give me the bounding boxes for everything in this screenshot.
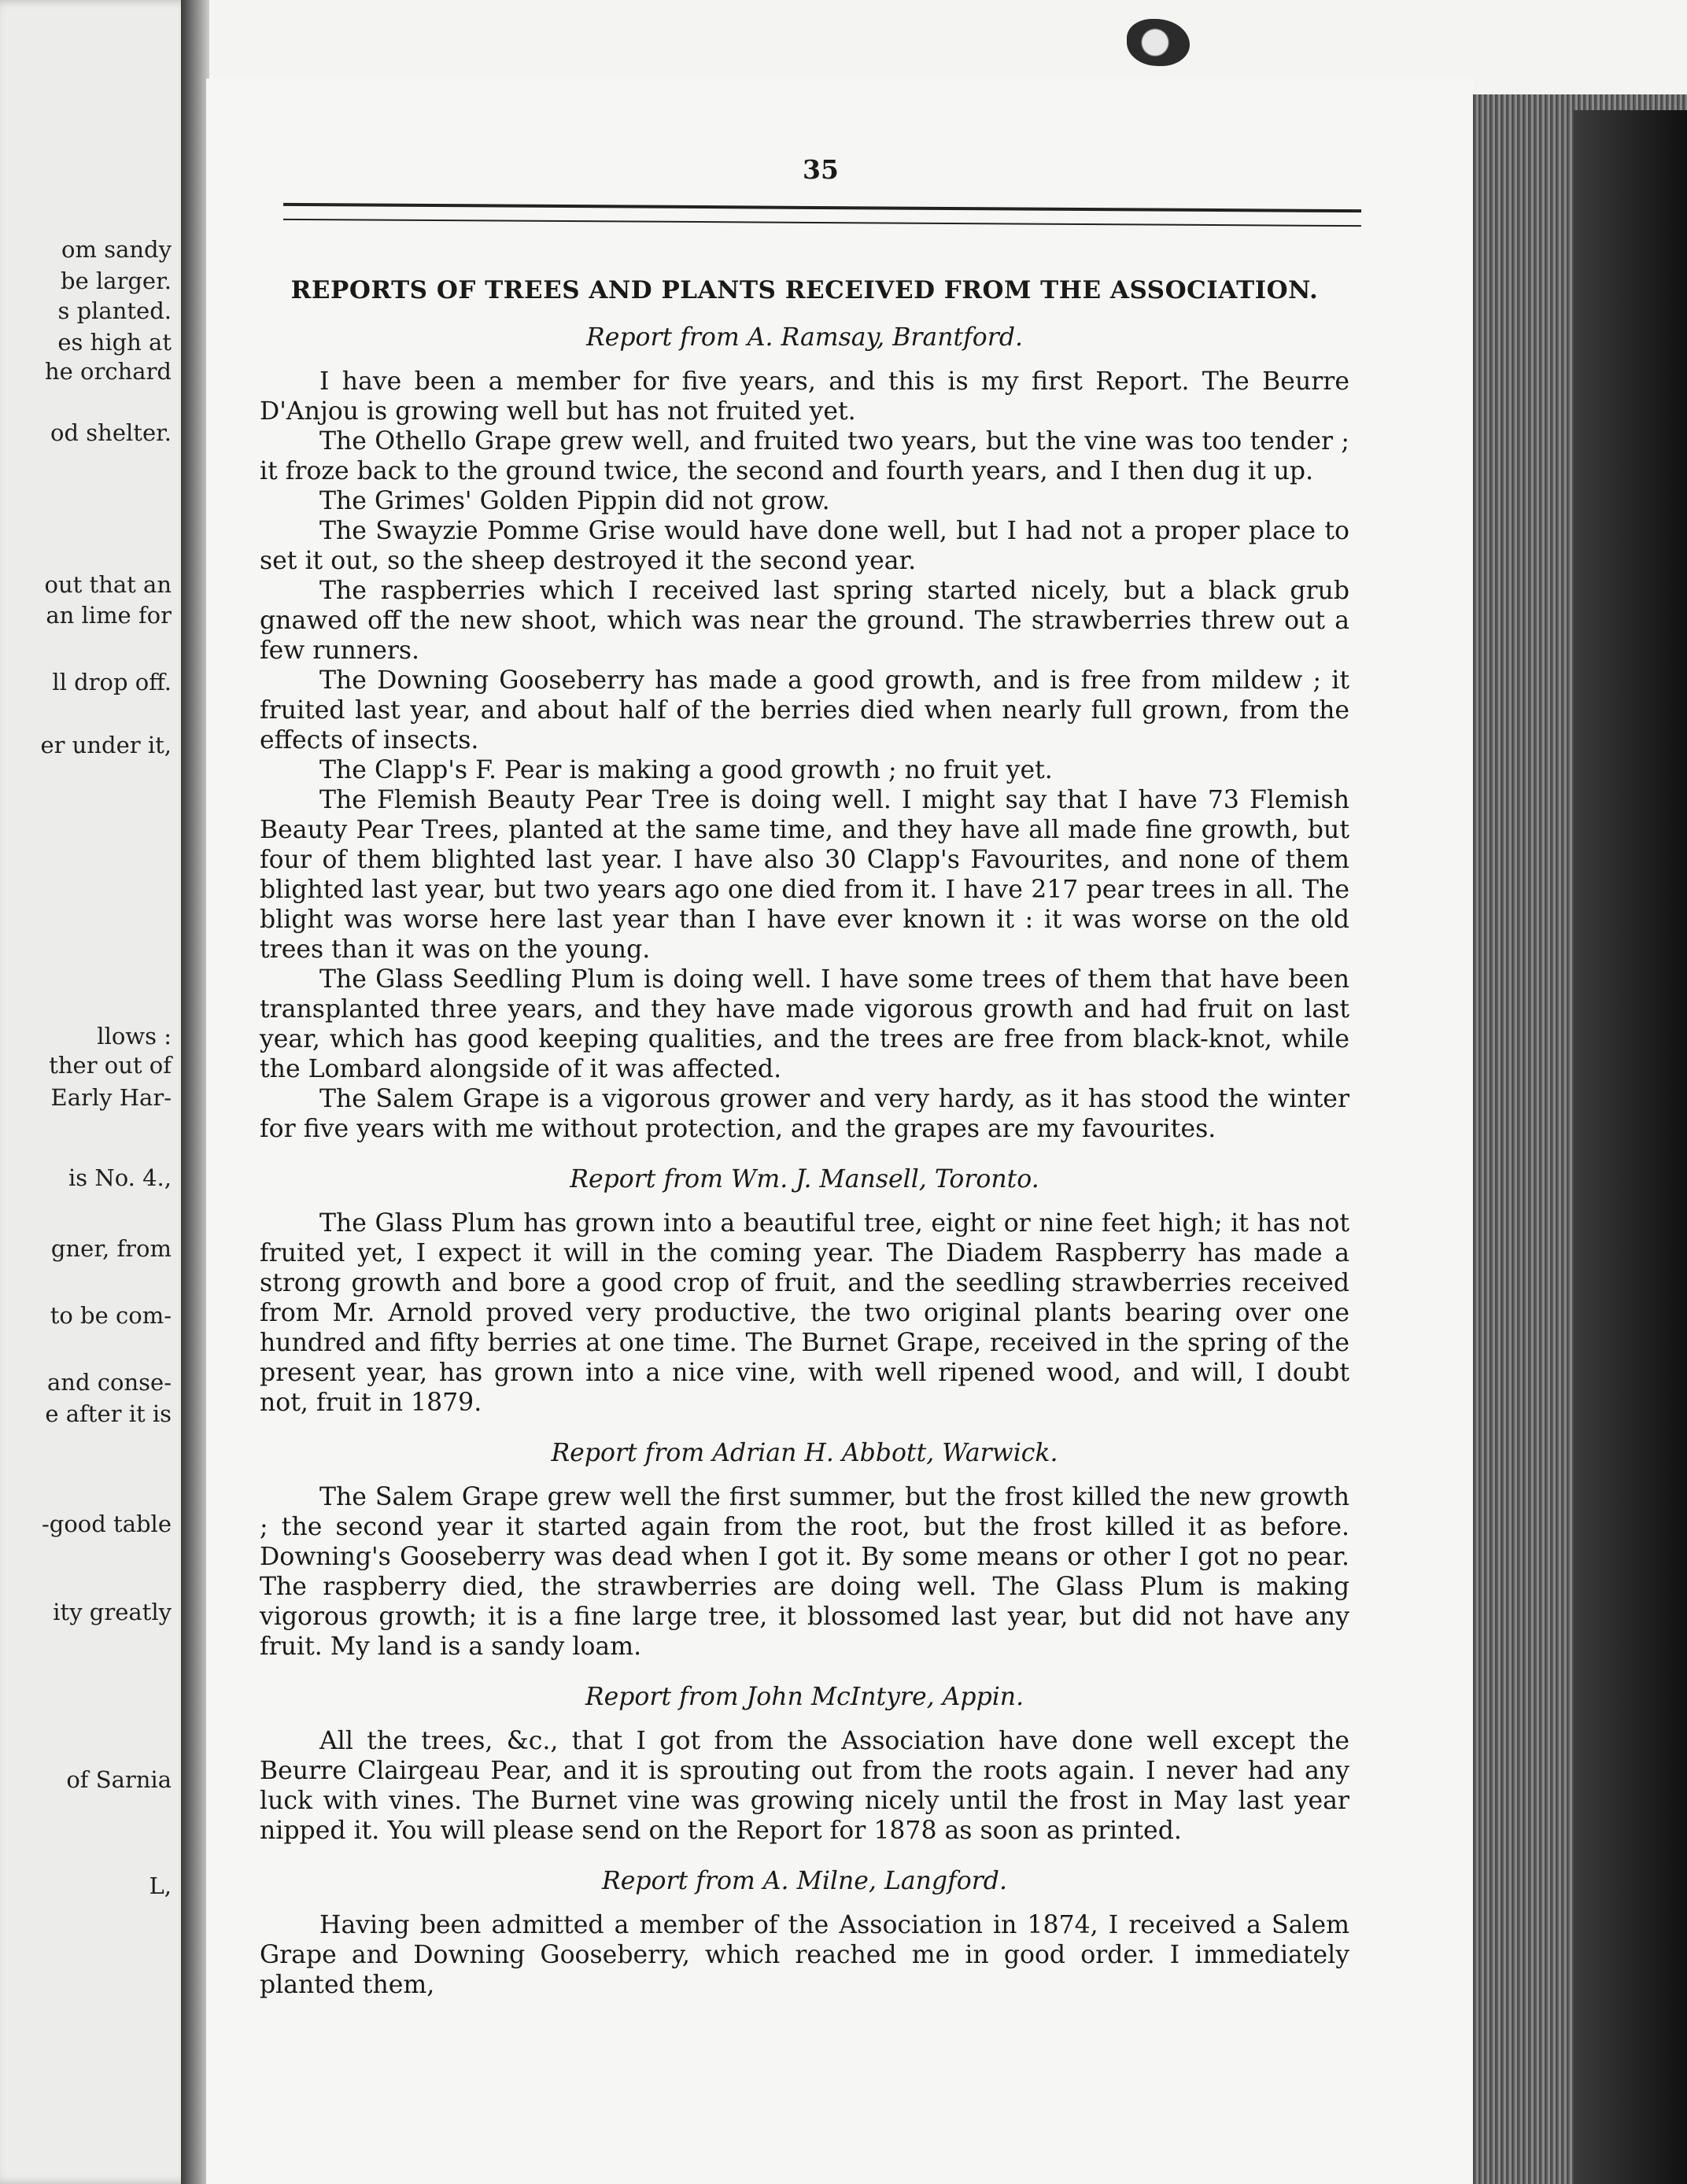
report-section — [260, 1682, 1349, 1846]
report-paragraph: The Othello Grape grew well, and fruited two years, but the vine was too tender ; it froze back to the ground twice, the second and fourth years, and I then dug it up. — [260, 427, 1349, 485]
report-paragraph: I have been a member for five years, and this is my first Report. The Beurre D'Anjou is growing well but has not fruited yet. — [260, 367, 1349, 426]
report-section — [260, 1164, 1349, 1418]
report-title: Report from Adrian H. Abbott, Warwick. — [551, 1439, 1058, 1467]
reports-list — [260, 323, 1349, 2000]
book-binding-shadow — [181, 0, 209, 2184]
left-page-fragment: L, — [149, 1872, 172, 1899]
left-page-fragment: he orchard — [44, 358, 172, 385]
report-section — [260, 323, 1349, 1144]
report-section — [260, 1866, 1349, 2000]
left-page-fragment: er under it, — [40, 732, 172, 758]
left-page-fragment: -good table — [41, 1511, 172, 1537]
report-title: Report from John McIntyre, Appin. — [585, 1683, 1024, 1711]
left-page-fragment: om sandy — [61, 236, 172, 263]
report-paragraph: All the trees, &c., that I got from the Association have done well except the Beurre Clairgeau Pear, and it is sprouting out from the roots again. I never had any luck with vines. The Burnet vine was growing nicely until the frost in May last year nipped it. You will please send on the Report for 1878 as soon as printed. — [260, 1727, 1349, 1845]
report-paragraph: The Salem Grape grew well the first summer, but the frost killed the new growth ; the second year it started again from the root, but the frost killed it as before. Downing's Gooseberry was dead when I got it. By some means or other I got no pear. The raspberry died, the strawberries are doing well. The Glass Plum is making vigorous growth; it is a fine large tree, it blossomed last year, but did not have any fruit. My land is a sandy loam. — [260, 1483, 1349, 1661]
report-paragraph: The Downing Gooseberry has made a good growth, and is free from mildew ; it fruited last year, and about half of the berries died when nearly full grown, from the effects of insects. — [260, 666, 1349, 754]
left-page-fragment: ll drop off. — [52, 669, 172, 695]
left-page-fragment: be larger. — [61, 267, 172, 294]
report-paragraph: The Grimes' Golden Pippin did not grow. — [319, 487, 830, 515]
left-page-fragment: and conse- — [47, 1369, 172, 1396]
left-page-fragment: to be com- — [50, 1302, 172, 1329]
report-paragraph: The Clapp's F. Pear is making a good growth ; no fruit yet. — [319, 756, 1053, 784]
left-page-fragment: ther out of — [49, 1052, 172, 1079]
report-paragraph: The Glass Seedling Plum is doing well. I have some trees of them that have been transplanted three years, and they have made vigorous growth and had fruit on last year, which has good keeping qualities, and the trees are free from black-knot, while the Lombard alongside of it was affected. — [260, 965, 1349, 1083]
left-page-fragment: ity greatly — [53, 1599, 172, 1625]
report-title: Report from Wm. J. Mansell, Toronto. — [570, 1165, 1039, 1193]
left-page-fragment: is No. 4., — [68, 1164, 172, 1191]
ink-blot — [1127, 19, 1190, 66]
report-paragraph: The Swayzie Pomme Grise would have done well, but I had not a proper place to set it out, so the sheep destroyed it the second year. — [260, 517, 1349, 575]
report-paragraph: The Flemish Beauty Pear Tree is doing well. I might say that I have 73 Flemish Beauty Pear Trees, planted at the same time, and they have all made fine growth, but four of them blighted last year. I have also 30 Clapp's Favourites, and none of them blighted last year, but two years ago one died from it. I have 217 pear trees in all. The blight was worse here last year than I have ever known it : it was worse on the old trees than it was on the young. — [260, 786, 1349, 964]
left-page-fragment: e after it is — [45, 1400, 172, 1427]
report-title: Report from A. Ramsay, Brantford. — [585, 323, 1024, 352]
report-paragraph: The raspberries which I received last spring started nicely, but a black grub gnawed off the new shoot, which was near the ground. The strawberries threw out a few runners. — [260, 577, 1349, 665]
left-page-text-fragments — [0, 0, 181, 2184]
left-page-fragment: llows : — [97, 1023, 172, 1050]
page-content — [260, 275, 1349, 2020]
left-page-fragment: Early Har- — [50, 1084, 172, 1111]
report-section — [260, 1438, 1349, 1662]
report-paragraph: The Glass Plum has grown into a beautiful tree, eight or nine feet high; it has not fruited yet, I expect it will in the coming year. The Diadem Raspberry has made a strong growth and bore a good crop of fruit, and the seedling strawberries received from Mr. Arnold proved very productive, the two original plants bearing over one hundred and fifty berries at one time. The Burnet Grape, received in the spring of the present year, has grown into a nice vine, with well ripened wood, and will, I doubt not, fruit in 1879. — [260, 1209, 1349, 1417]
left-page-fragment: s planted. — [57, 297, 172, 324]
left-page-fragment: of Sarnia — [66, 1766, 172, 1793]
left-page-fragment: od shelter. — [50, 419, 172, 446]
book-cover-edge — [1574, 110, 1687, 2184]
page-number: 35 — [803, 154, 839, 185]
section-heading: REPORTS OF TREES AND PLANTS RECEIVED FROM THE ASSOCIATION. — [290, 276, 1319, 304]
left-page-fragment: an lime for — [46, 602, 172, 629]
report-title: Report from A. Milne, Langford. — [602, 1867, 1007, 1895]
left-page-fragment: gner, from — [50, 1235, 172, 1262]
left-page-fragment: out that an — [44, 571, 172, 598]
report-paragraph: The Salem Grape is a vigorous grower and very hardy, as it has stood the winter for five years with me without protection, and the grapes are my favourites. — [260, 1085, 1349, 1143]
left-page-fragment: es high at — [57, 329, 172, 356]
report-paragraph: Having been admitted a member of the Association in 1874, I received a Salem Grape and Downing Gooseberry, which reached me in good order. I immediately planted them, — [260, 1911, 1349, 1999]
